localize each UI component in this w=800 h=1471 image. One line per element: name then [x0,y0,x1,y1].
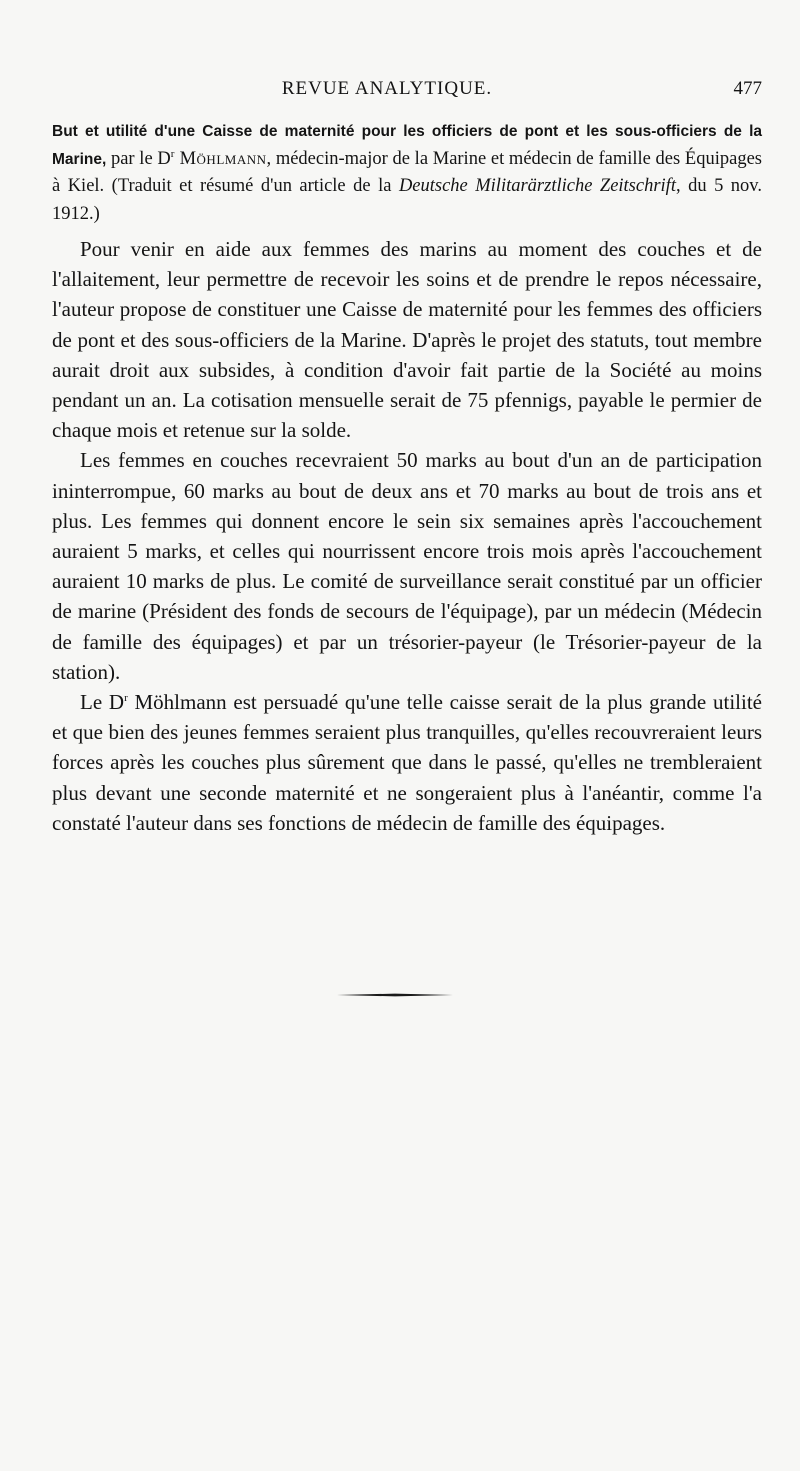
journal-name: Deutsche Militarärztliche Zeitschrift [398,176,676,196]
paragraph: Pour venir en aide aux femmes des marins au moment des couches et de l'allaitement, leur permettre de recevoir les soins et de prendre le repos nécessaire, l'auteur propose de constituer une Caisse de maternité pour les femmes des officiers de pont et des sous-officiers de la Marine. D'après le projet des statuts, tout membre aurait droit aux subsides, à condition d'avoir fait partie de la Société au moins pendant un an. La cotisation mensuelle serait de 75 pfennigs, payable le permier de chaque mois et retenue sur la solde. [52,237,762,443]
last-paragraph-start: Le D [80,690,125,715]
byline-prefix: par le D [106,148,171,169]
article-body [52,234,762,838]
paragraph: Les femmes en couches recevraient 50 marks au bout d'un an de participation ininterrompue, 60 marks au bout de deux ans et 70 marks au bout de trois ans et plus. Les femmes qui donnent encore le sein six semaines après l'accouchement auraient 5 marks, et celles qui nourrissent encore trois mois après l'accouchement auraient 10 marks de plus. Le comité de surveillance serait constitué par un officier de marine (Président des fonds de secours de l'équipage), par un médecin (Médecin de famille des équipages) et par un trésorier-payeur (le Trésorier-payeur de la station). [52,448,762,684]
author-name: Möhlmann [174,148,267,169]
article [52,118,762,838]
paragraph [52,687,762,838]
article-abstract [52,118,762,228]
running-title: REVUE ANALYTIQUE. [281,78,493,99]
byline-sup: r [170,147,175,160]
end-rule-ornament [337,993,453,997]
author-role: , médecin-major de la Marine et médecin de famille des Équipages à Kiel. (Traduit et résumé d'un article de la [52,148,762,196]
article-title: But et utilité d'une Caisse de maternité pour les officiers de pont et les sous-officiers de la Marine, [52,123,762,168]
page-number: 477 [733,78,762,99]
citation-end: , du 5 nov. 1912.) [52,176,762,224]
last-paragraph-rest: Möhlmann est persuadé qu'une telle caisse serait de la plus grande utilité et que bien des jeunes femmes seraient plus tranquilles, qu'elles recouvreraient leurs forces après les couches plus sûrement que dans le passé, qu'elles ne trembleraient plus devant une seconde maternité et ne songeraient plus à l'anéantir, comme l'a constaté l'auteur dans ses fonctions de médecin de famille des équipages. [52,690,762,835]
last-paragraph-sup: r [124,692,128,705]
running-head [52,78,762,108]
